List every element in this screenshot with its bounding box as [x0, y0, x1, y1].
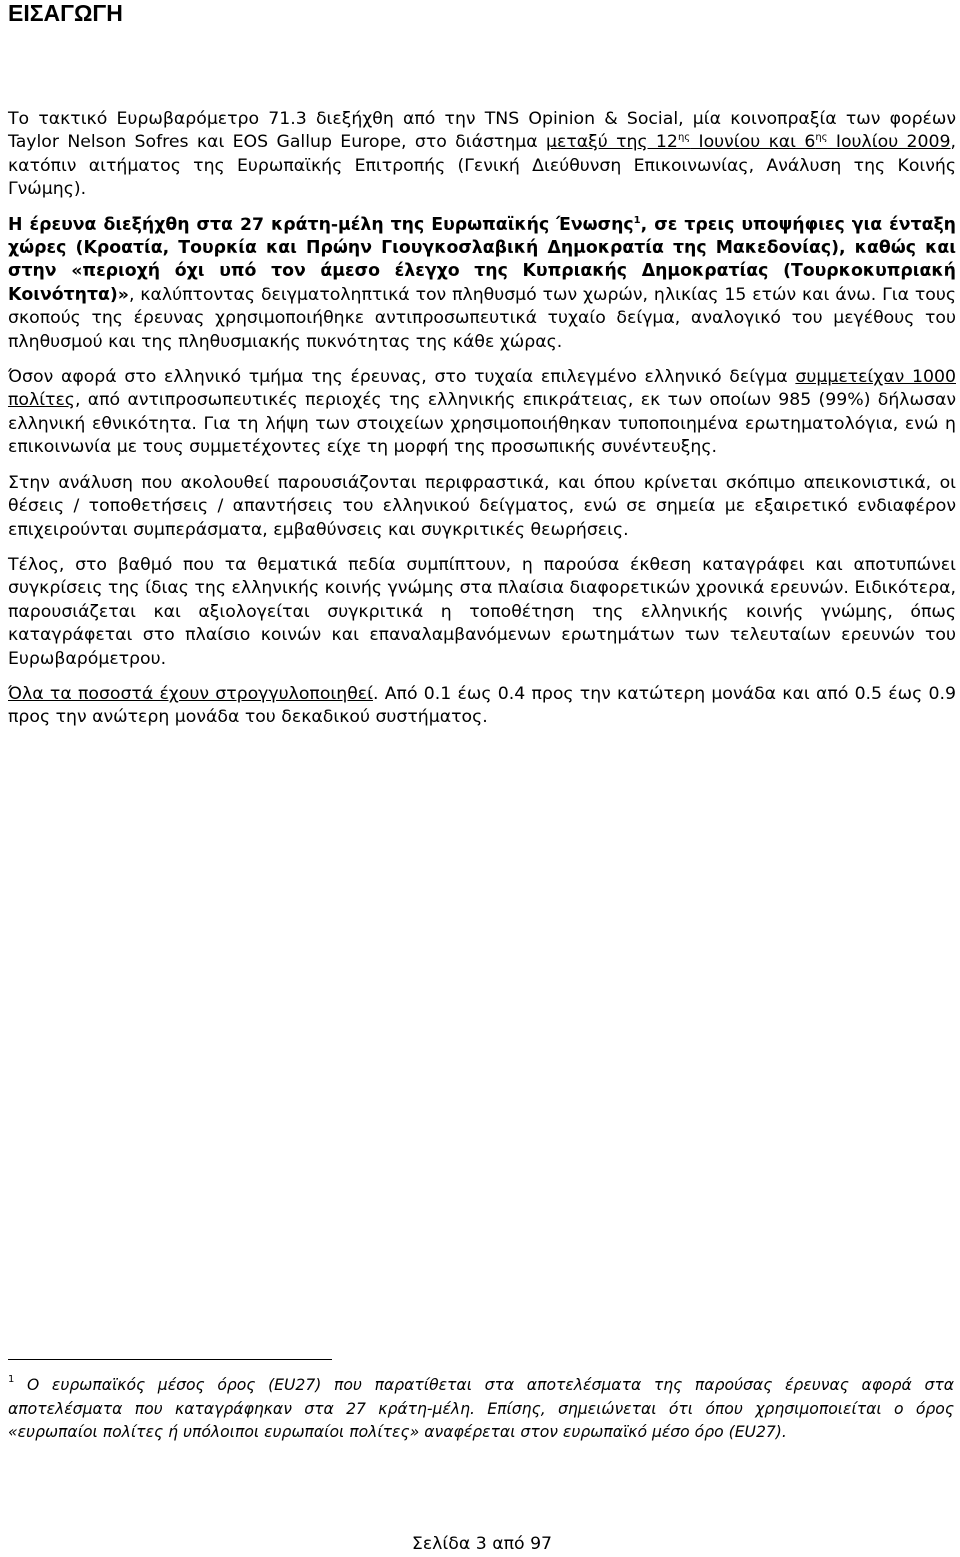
footnote-text: Ο ευρωπαϊκός μέσος όρος (EU27) που παρατίθεται στα αποτελέσματα της παρούσας έρευνας αφορά στα αποτελέσματα που καταγράφηκαν στα 27 κράτη-μέλη. Επίσης, σημειώνεται ότι όπου χρησιμοποιείται ο όρος «ευρωπαίοι πολίτες ή υπόλοιποι ευρωπαίοι πολίτες» αναφέρεται στον ευρωπαϊκό μέσο όρο (EU27).	[8, 1376, 954, 1441]
survey-period: μεταξύ της $12^{\eta\varsigma}$ Ιουνίου και $6^{\eta\varsigma}$ Ιουλίου 2009	[546, 132, 951, 153]
paragraph-comparisons: Τέλος, στο βαθμό που τα θεματικά πεδία συμπίπτουν, η παρούσα έκθεση καταγράφει και αποτυπώνει συγκρίσεις της ίδιας της ελληνικής κοινής γνώμης στα πλαίσια διαφορετικών χρονικά ερευνών. Ειδικότερα, παρουσιάζεται και αξιολογείται συγκριτικά η τοποθέτηση της ελληνικής κοινής γνώμης, όπως καταγράφεται στο πλαίσιο κοινών και επαναλαμβανόμενων ερωτημάτων των τελευταίων ερευνών του Ευρωβαρόμετρου.	[8, 554, 956, 669]
survey-scope-bold: Η έρευνα διεξήχθη στα 27 κράτη-μέλη της Ευρωπαϊκής Ένωσης$^1$, σε τρεις υποψήφιες για ένταξη χώρες (Κροατία, Τουρκία και Πρώην Γιουγκοσλαβική Δημοκρατία της Μακεδονίας), καθώς και στην «περιοχή όχι υπό τον άμεσο έλεγχο της Κυπριακής Δημοκρατίας (Τουρκοκυπριακή Κοινότητα)»	[8, 214, 956, 305]
footnote-reference[interactable]: 1	[633, 214, 641, 226]
paragraph-rounding: Όλα τα ποσοστά έχουν στρογγυλοποιηθεί. Από 0.1 έως 0.4 προς την κατώτερη μονάδα και από 0.5 έως 0.9 προς την ανώτερη μονάδα του δεκαδικού συστήματος.	[8, 683, 956, 728]
body-text	[8, 108, 956, 742]
footnote-number: 1	[8, 1374, 15, 1385]
footnote-separator	[8, 1359, 332, 1360]
page-title: ΕΙΣΑΓΩΓΗ	[8, 0, 123, 26]
rounding-note: Όλα τα ποσοστά έχουν στρογγυλοποιηθεί	[8, 683, 373, 704]
footnote	[8, 1374, 954, 1445]
paragraph-survey-scope: Η έρευνα διεξήχθη στα 27 κράτη-μέλη της Ευρωπαϊκής Ένωσης$^1$, σε τρεις υποψήφιες για ένταξη χώρες (Κροατία, Τουρκία και Πρώην Γιουγκοσλαβική Δημοκρατία της Μακεδονίας), καθώς και στην «περιοχή όχι υπό τον άμεσο έλεγχο της Κυπριακής Δημοκρατίας (Τουρκοκυπριακή Κοινότητα)», καλύπτοντας δειγματοληπτικά τον πληθυσμό των χωρών, ηλικίας 15 ετών και άνω. Για τους σκοπούς της έρευνας χρησιμοποιήθηκε αντιπροσωπευτικά τυχαίο δείγμα, αναλογικό του μεγέθους του πληθυσμού και της πληθυσμιακής πυκνότητας της κάθε χώρας.	[8, 214, 956, 352]
participants-count: συμμετείχαν 1000 πολίτες	[8, 367, 956, 411]
paragraph-analysis: Στην ανάλυση που ακολουθεί παρουσιάζονται περιφραστικά, και όπου κρίνεται σκόπιμο απεικονιστικά, οι θέσεις / τοποθετήσεις / απαντήσεις του ελληνικού δείγματος, ενώ σε σημεία με εξαιρετικό ενδιαφέρον επιχειρούνται συμπεράσματα, εμβαθύνσεις και συγκριτικές θεωρήσεις.	[8, 472, 956, 540]
document-page	[8, 0, 956, 1557]
paragraph-survey-intro: Το τακτικό Ευρωβαρόμετρο 71.3 διεξήχθη από την TNS Opinion & Social, μία κοινοπραξία των φορέων Taylor Nelson Sofres και EOS Gallup Europe, στο διάστημα μεταξύ της $12^{\eta\varsigma}$ Ιουνίου και $6^{\eta\varsigma}$ Ιουλίου 2009, κατόπιν αιτήματος της Ευρωπαϊκής Επιτροπής (Γενική Διεύθυνση Επικοινωνίας, Ανάλυση της Κοινής Γνώμης).	[8, 109, 957, 200]
page-number: Σελίδα 3 από 97	[411, 1534, 553, 1554]
paragraph-greek-sample: Όσον αφορά στο ελληνικό τμήμα της έρευνας, στο τυχαία επιλεγμένο ελληνικό δείγμα συμμετείχαν 1000 πολίτες, από αντιπροσωπευτικές περιοχές της ελληνικής επικράτειας, εκ των οποίων 985 (99%) δήλωσαν ελληνική εθνικότητα. Για τη λήψη των στοιχείων χρησιμοποιήθηκαν τυποποιημένα ερωτηματολόγια, ενώ η επικοινωνία με τους συμμετέχοντες είχε τη μορφή της προσωπικής συνέντευξης.	[8, 367, 956, 458]
